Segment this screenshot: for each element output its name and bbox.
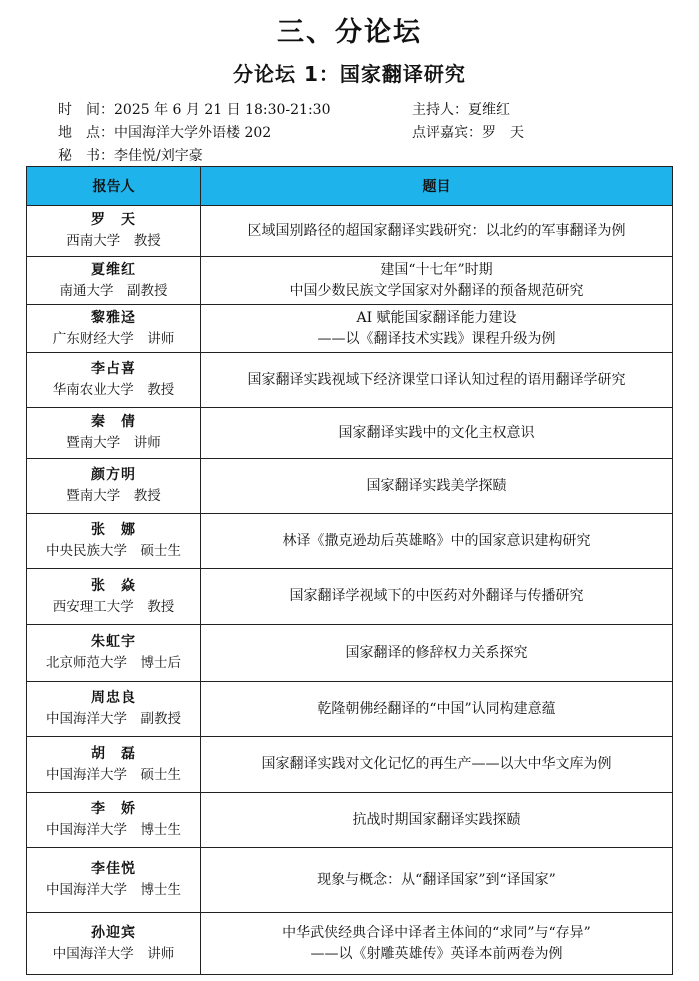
- secretary-label: 秘 书：: [58, 148, 114, 164]
- table-row: [27, 793, 673, 848]
- speaker-affiliation: 暨南大学 讲师: [66, 435, 161, 451]
- speaker-name: 黎雅迳: [91, 309, 136, 326]
- topic-cell: [201, 737, 673, 793]
- speaker-cell: [27, 682, 201, 737]
- topic-line: 中国少数民族文学国家对外翻译的预备规范研究: [289, 282, 584, 299]
- speaker-name: 罗 天: [91, 212, 136, 228]
- speaker-name: 李占喜: [91, 361, 136, 377]
- speaker-affiliation: 西南大学 教授: [66, 233, 161, 249]
- meta-time: [58, 99, 330, 119]
- topic-cell: [201, 459, 673, 514]
- table-row: [27, 408, 673, 459]
- meta-host: [412, 99, 510, 119]
- topic-cell: [201, 353, 673, 408]
- table-row: [27, 569, 673, 625]
- topic-cell: [201, 257, 673, 305]
- speaker-name: 孙迎宾: [91, 924, 136, 941]
- host-value: 夏维红: [468, 102, 510, 118]
- topic-cell: [201, 848, 673, 913]
- table-row: [27, 913, 673, 975]
- host-label: 主持人：: [412, 102, 468, 118]
- speaker-affiliation: 中国海洋大学 博士生: [46, 882, 181, 898]
- topic-line: ——以《翻译技术实践》课程升级为例: [317, 330, 556, 347]
- reviewer-label: 点评嘉宾：: [412, 125, 482, 141]
- speaker-name: 秦 倩: [91, 414, 136, 430]
- table-row: [27, 625, 673, 682]
- speaker-cell: [27, 514, 201, 569]
- speaker-cell: [27, 459, 201, 514]
- topic-line: AI 赋能国家翻译能力建设: [356, 309, 517, 326]
- topic-cell: [201, 913, 673, 975]
- speaker-affiliation: 中央民族大学 硕士生: [46, 543, 181, 559]
- table-row: [27, 257, 673, 305]
- speaker-cell: [27, 408, 201, 459]
- speaker-affiliation: 中国海洋大学 博士生: [46, 822, 181, 838]
- meta-place: [58, 122, 271, 142]
- topic-line: 乾隆朝佛经翻译的“中国”认同构建意蕴: [317, 700, 556, 717]
- speaker-cell: [27, 353, 201, 408]
- speaker-affiliation: 中国海洋大学 副教授: [46, 711, 181, 727]
- table-row: [27, 682, 673, 737]
- speaker-name: 朱虹宇: [91, 634, 136, 650]
- speaker-name: 周忠良: [91, 690, 136, 706]
- speaker-affiliation: 西安理工大学 教授: [52, 598, 175, 615]
- table-row: [27, 353, 673, 408]
- speaker-cell: [27, 206, 201, 257]
- place-label: 地 点：: [58, 125, 114, 141]
- speaker-affiliation: 南通大学 副教授: [59, 282, 168, 299]
- table-row: [27, 206, 673, 257]
- topic-line: ——以《射雕英雄传》英译本前两卷为例: [310, 945, 563, 962]
- place-value: 中国海洋大学外语楼 202: [114, 125, 272, 141]
- topic-line: 抗战时期国家翻译实践探赜: [352, 811, 521, 828]
- topic-cell: [201, 305, 673, 353]
- speaker-cell: [27, 913, 201, 975]
- table-header-row: [27, 167, 673, 206]
- header-speaker: 报告人: [27, 167, 201, 206]
- speaker-cell: [27, 569, 201, 625]
- speaker-name: 李 娇: [91, 801, 136, 817]
- topic-line: 国家翻译学视域下的中医药对外翻译与传播研究: [289, 588, 584, 604]
- speaker-cell: [27, 848, 201, 913]
- speaker-affiliation: 暨南大学 教授: [66, 488, 161, 504]
- topic-line: 区域国别路径的超国家翻译实践研究：以北约的军事翻译为例: [247, 222, 626, 239]
- topic-line: 现象与概念：从“翻译国家”到“译国家”: [317, 871, 556, 888]
- meta-secretary: [58, 145, 203, 165]
- section-title: 三、分论坛: [277, 17, 422, 48]
- topic-line: 国家翻译实践对文化记忆的再生产——以大中华文库为例: [261, 756, 612, 772]
- topic-line: 建国“十七年”时期: [380, 261, 493, 278]
- secretary-value: 李佳悦/刘宇豪: [114, 148, 203, 164]
- speaker-affiliation: 华南农业大学 教授: [52, 382, 175, 398]
- topic-line: 林译《撒克逊劫后英雄略》中的国家意识建构研究: [282, 532, 591, 549]
- speaker-name: 胡 磊: [91, 745, 136, 762]
- topic-line: 国家翻译实践视域下经济课堂口译认知过程的语用翻译学研究: [247, 371, 626, 388]
- speaker-name: 张 焱: [91, 577, 136, 594]
- speaker-cell: [27, 257, 201, 305]
- time-label: 时 间：: [58, 102, 114, 118]
- speaker-cell: [27, 625, 201, 682]
- speaker-name: 颜方明: [91, 467, 136, 483]
- table-row: [27, 514, 673, 569]
- table-row: [27, 459, 673, 514]
- topic-cell: [201, 569, 673, 625]
- speaker-cell: [27, 305, 201, 353]
- topic-cell: [201, 206, 673, 257]
- speaker-affiliation: 北京师范大学 博士后: [46, 655, 181, 671]
- topic-line: 国家翻译实践中的文化主权意识: [338, 424, 535, 441]
- schedule-table: [26, 166, 673, 975]
- header-topic: 题目: [201, 167, 673, 206]
- table-row: [27, 848, 673, 913]
- time-value: 2025 年 6 月 21 日 18:30-21:30: [114, 102, 331, 118]
- speaker-affiliation: 中国海洋大学 讲师: [52, 945, 175, 962]
- topic-cell: [201, 408, 673, 459]
- speaker-affiliation: 广东财经大学 讲师: [52, 330, 175, 347]
- meta-reviewer: [412, 122, 524, 142]
- speaker-cell: [27, 793, 201, 848]
- topic-line: 国家翻译实践美学探赜: [366, 477, 507, 494]
- table-row: [27, 737, 673, 793]
- speaker-name: 张 娜: [91, 522, 136, 538]
- topic-cell: [201, 514, 673, 569]
- speaker-name: 夏维红: [91, 261, 136, 278]
- speaker-name: 李佳悦: [91, 861, 136, 877]
- forum-title: 分论坛 1：国家翻译研究: [233, 62, 466, 86]
- topic-line: 国家翻译的修辞权力关系探究: [345, 644, 528, 661]
- topic-cell: [201, 682, 673, 737]
- topic-line: 中华武侠经典合译中译者主体间的“求同”与“存异”: [282, 924, 591, 941]
- topic-cell: [201, 625, 673, 682]
- table-row: [27, 305, 673, 353]
- topic-cell: [201, 793, 673, 848]
- speaker-cell: [27, 737, 201, 793]
- reviewer-value: 罗 天: [482, 125, 524, 141]
- speaker-affiliation: 中国海洋大学 硕士生: [46, 766, 181, 783]
